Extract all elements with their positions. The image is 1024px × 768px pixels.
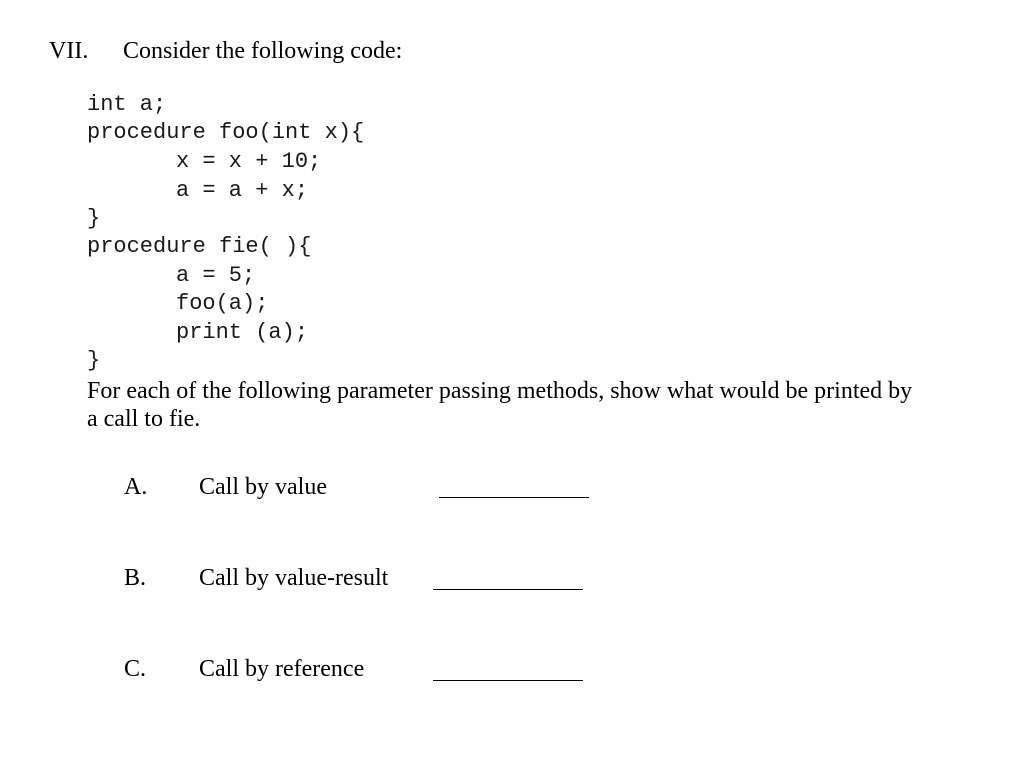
instruction-line-1: For each of the following parameter passing methods, show what would be printed by — [87, 378, 913, 404]
part-label: Call by value — [199, 474, 327, 500]
part-letter: C. — [124, 656, 147, 682]
code-line: a = 5; — [176, 263, 256, 288]
code-line: procedure foo(int x){ — [87, 120, 365, 145]
code-line: procedure fie( ){ — [87, 234, 312, 259]
answer-blank[interactable] — [433, 680, 583, 681]
code-line: foo(a); — [176, 291, 269, 316]
question-number: VII. — [49, 38, 89, 64]
question-heading: Consider the following code: — [123, 38, 403, 64]
part-letter: B. — [124, 565, 147, 591]
code-line: print (a); — [176, 320, 309, 345]
code-line: a = a + x; — [176, 178, 309, 203]
answer-blank[interactable] — [439, 497, 589, 498]
instruction-line-2: a call to fie. — [87, 406, 201, 432]
part-letter: A. — [124, 474, 148, 500]
answer-blank[interactable] — [433, 589, 583, 590]
part-label: Call by value-result — [199, 565, 389, 591]
code-line: int a; — [87, 92, 167, 117]
code-line: } — [87, 206, 101, 231]
part-label: Call by reference — [199, 656, 365, 682]
code-line: x = x + 10; — [176, 149, 322, 174]
code-line: } — [87, 348, 101, 373]
